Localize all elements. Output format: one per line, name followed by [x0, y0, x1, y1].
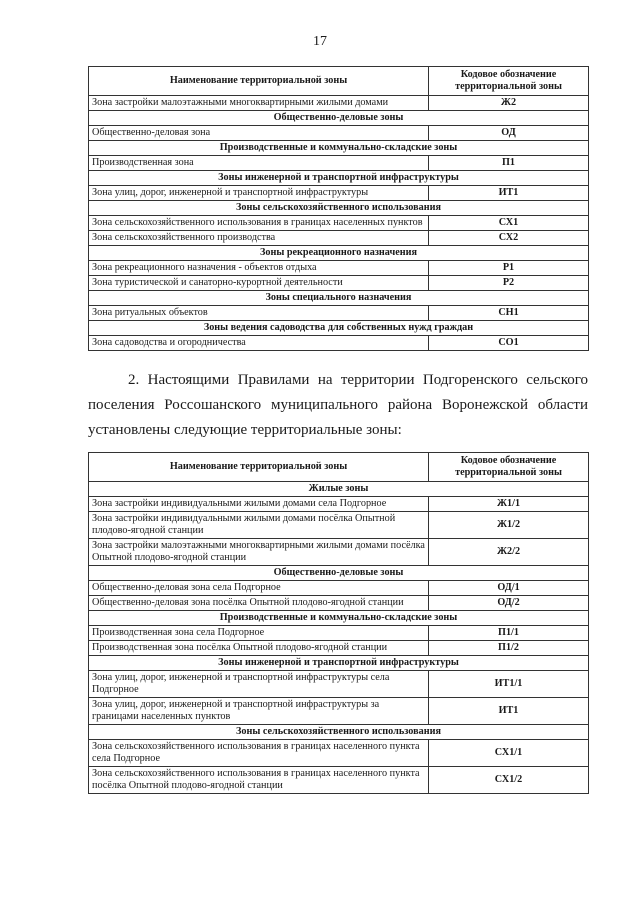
table-row	[89, 581, 589, 596]
table-row	[89, 336, 589, 351]
table-row	[89, 231, 589, 246]
table-row	[89, 767, 589, 794]
section-title: Зоны инженерной и транспортной инфраструктуры	[89, 171, 589, 186]
zone-name-cell: Зона застройки малоэтажными многоквартирными жилыми домами	[89, 96, 429, 111]
zone-code-cell: СХ2	[429, 231, 589, 246]
section-row	[89, 141, 589, 156]
table-header-row	[89, 453, 589, 482]
zone-name-cell: Зона застройки индивидуальными жилыми домами села Подгорное	[89, 497, 429, 512]
table-row	[89, 261, 589, 276]
section-title: Жилые зоны	[89, 482, 589, 497]
zone-code-cell: П1/1	[429, 626, 589, 641]
section-title: Производственные и коммунально-складские зоны	[89, 141, 589, 156]
zone-name-cell: Производственная зона	[89, 156, 429, 171]
section-title: Зоны сельскохозяйственного использования	[89, 725, 589, 740]
zone-code-cell: ИТ1/1	[429, 671, 589, 698]
zone-code-cell: Ж2/2	[429, 539, 589, 566]
zone-name-cell: Производственная зона села Подгорное	[89, 626, 429, 641]
section-row	[89, 171, 589, 186]
table-row	[89, 186, 589, 201]
section-row	[89, 656, 589, 671]
zone-name-cell: Общественно-деловая зона села Подгорное	[89, 581, 429, 596]
section-row	[89, 246, 589, 261]
section-title: Зоны рекреационного назначения	[89, 246, 589, 261]
zone-name-cell: Общественно-деловая зона	[89, 126, 429, 141]
zone-code-cell: П1/2	[429, 641, 589, 656]
table-row	[89, 641, 589, 656]
zone-code-cell: СХ1	[429, 216, 589, 231]
zone-code-cell: Ж2	[429, 96, 589, 111]
zone-code-cell: Р2	[429, 276, 589, 291]
zone-name-cell: Производственная зона посёлка Опытной плодово-ягодной станции	[89, 641, 429, 656]
zone-name-cell: Зона застройки малоэтажными многоквартирными жилыми домами посёлка Опытной плодово-ягодной станции	[89, 539, 429, 566]
table-row	[89, 96, 589, 111]
paragraph-text: 2. Настоящими Правилами на территории Подгоренского сельского поселения Россошанского муниципального района Воронежской области установлены следующие территориальные зоны:	[88, 372, 588, 438]
zone-code-cell: Р1	[429, 261, 589, 276]
zone-code-cell: ИТ1	[429, 186, 589, 201]
section-row	[89, 201, 589, 216]
section-row	[89, 111, 589, 126]
zone-name-cell: Зона садоводства и огородничества	[89, 336, 429, 351]
header-zone-code: Кодовое обозначение территориальной зоны	[429, 67, 589, 96]
section-row	[89, 291, 589, 306]
zone-code-cell: СХ1/2	[429, 767, 589, 794]
section-row	[89, 611, 589, 626]
page-number: 17	[313, 34, 327, 49]
zone-name-cell: Зона рекреационного назначения - объектов отдыха	[89, 261, 429, 276]
table-row	[89, 596, 589, 611]
table-header-row	[89, 67, 589, 96]
zone-code-cell: Ж1/1	[429, 497, 589, 512]
table-row	[89, 306, 589, 321]
zone-code-cell: ИТ1	[429, 698, 589, 725]
table-row	[89, 698, 589, 725]
zone-code-cell: СО1	[429, 336, 589, 351]
zones-table-2	[88, 452, 589, 794]
zones-table-1	[88, 66, 589, 351]
zone-code-cell: Ж1/2	[429, 512, 589, 539]
zone-code-cell: ОД	[429, 126, 589, 141]
table-row	[89, 276, 589, 291]
section-title: Общественно-деловые зоны	[89, 566, 589, 581]
section-row	[89, 725, 589, 740]
zone-name-cell: Зона застройки индивидуальными жилыми домами посёлка Опытной плодово-ягодной станции	[89, 512, 429, 539]
zone-name-cell: Зона сельскохозяйственного использования в границах населенного пункта посёлка Опытной плодово-ягодной станции	[89, 767, 429, 794]
zone-name-cell: Зона ритуальных объектов	[89, 306, 429, 321]
zone-name-cell: Зона улиц, дорог, инженерной и транспортной инфраструктуры за границами населенных пунктов	[89, 698, 429, 725]
section-title: Зоны специального назначения	[89, 291, 589, 306]
section-row	[89, 566, 589, 581]
section-title: Общественно-деловые зоны	[89, 111, 589, 126]
zone-code-cell: ОД/1	[429, 581, 589, 596]
table-row	[89, 126, 589, 141]
body-paragraph	[88, 368, 588, 443]
section-row	[89, 482, 589, 497]
table-row	[89, 216, 589, 231]
header-zone-code: Кодовое обозначение территориальной зоны	[429, 453, 589, 482]
table-row	[89, 497, 589, 512]
zone-code-cell: СН1	[429, 306, 589, 321]
zone-name-cell: Зона сельскохозяйственного использования в границах населенного пункта села Подгорное	[89, 740, 429, 767]
section-title: Зоны сельскохозяйственного использования	[89, 201, 589, 216]
zone-code-cell: СХ1/1	[429, 740, 589, 767]
zone-name-cell: Зона сельскохозяйственного производства	[89, 231, 429, 246]
section-title: Зоны инженерной и транспортной инфраструктуры	[89, 656, 589, 671]
table-row	[89, 156, 589, 171]
header-zone-name: Наименование территориальной зоны	[89, 67, 429, 96]
zone-code-cell: ОД/2	[429, 596, 589, 611]
zone-name-cell: Общественно-деловая зона посёлка Опытной плодово-ягодной станции	[89, 596, 429, 611]
table-row	[89, 512, 589, 539]
section-title: Производственные и коммунально-складские зоны	[89, 611, 589, 626]
table-row	[89, 671, 589, 698]
header-zone-name: Наименование территориальной зоны	[89, 453, 429, 482]
zone-name-cell: Зона туристической и санаторно-курортной деятельности	[89, 276, 429, 291]
zone-code-cell: П1	[429, 156, 589, 171]
zone-name-cell: Зона улиц, дорог, инженерной и транспортной инфраструктуры села Подгорное	[89, 671, 429, 698]
section-row	[89, 321, 589, 336]
table-row	[89, 740, 589, 767]
zone-name-cell: Зона сельскохозяйственного использования в границах населенных пунктов	[89, 216, 429, 231]
table-row	[89, 626, 589, 641]
zone-name-cell: Зона улиц, дорог, инженерной и транспортной инфраструктуры	[89, 186, 429, 201]
table-row	[89, 539, 589, 566]
section-title: Зоны ведения садоводства для собственных нужд граждан	[89, 321, 589, 336]
